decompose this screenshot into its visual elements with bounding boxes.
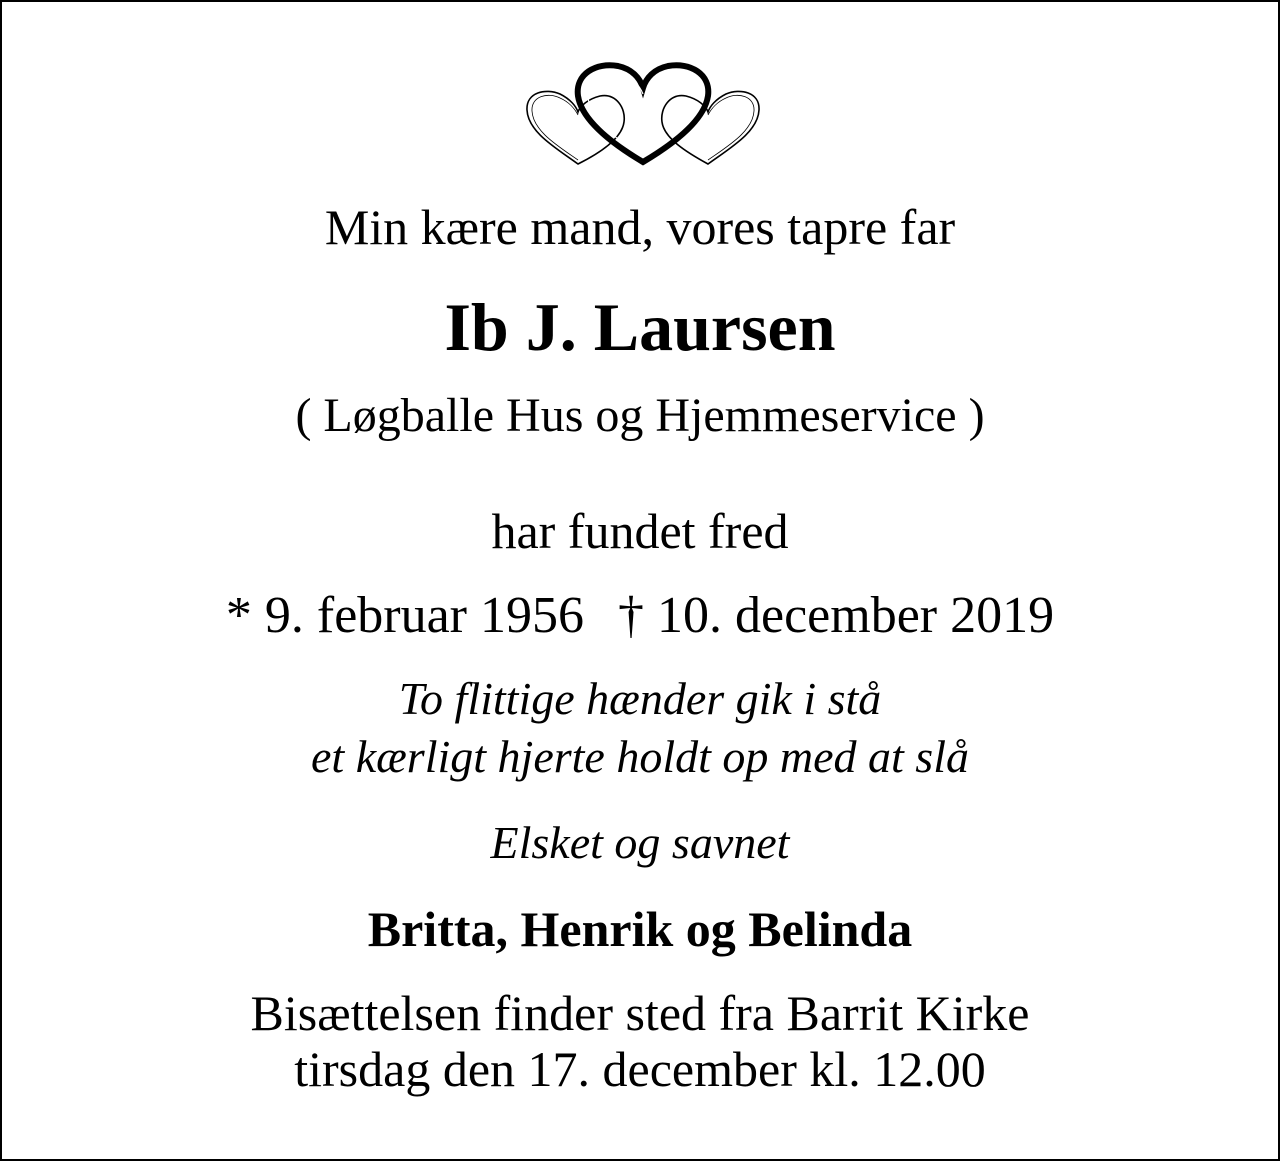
deceased-name: Ib J. Laursen xyxy=(444,289,836,365)
loved-text: Elsket og savnet xyxy=(490,817,790,868)
death-date: † 10. december 2019 xyxy=(618,587,1055,644)
verse-line-1: To flittige hænder gik i stå xyxy=(398,673,882,724)
intro-text: Min kære mand, vores tapre far xyxy=(324,199,956,255)
verse-line-2: et kærligt hjerte holdt op med at slå xyxy=(311,731,969,782)
funeral-line-1: Bisættelsen finder sted fra Barrit Kirke xyxy=(250,985,1030,1041)
three-hearts-icon xyxy=(520,60,766,172)
peace-text: har fundet fred xyxy=(491,503,789,559)
family-names: Britta, Henrik og Belinda xyxy=(367,901,913,957)
life-dates xyxy=(2,586,1278,645)
company-name: ( Løgballe Hus og Hjemmeservice ) xyxy=(295,389,985,442)
birth-date: * 9. februar 1956 xyxy=(225,587,584,644)
funeral-line-2: tirsdag den 17. december kl. 12.00 xyxy=(294,1041,986,1097)
